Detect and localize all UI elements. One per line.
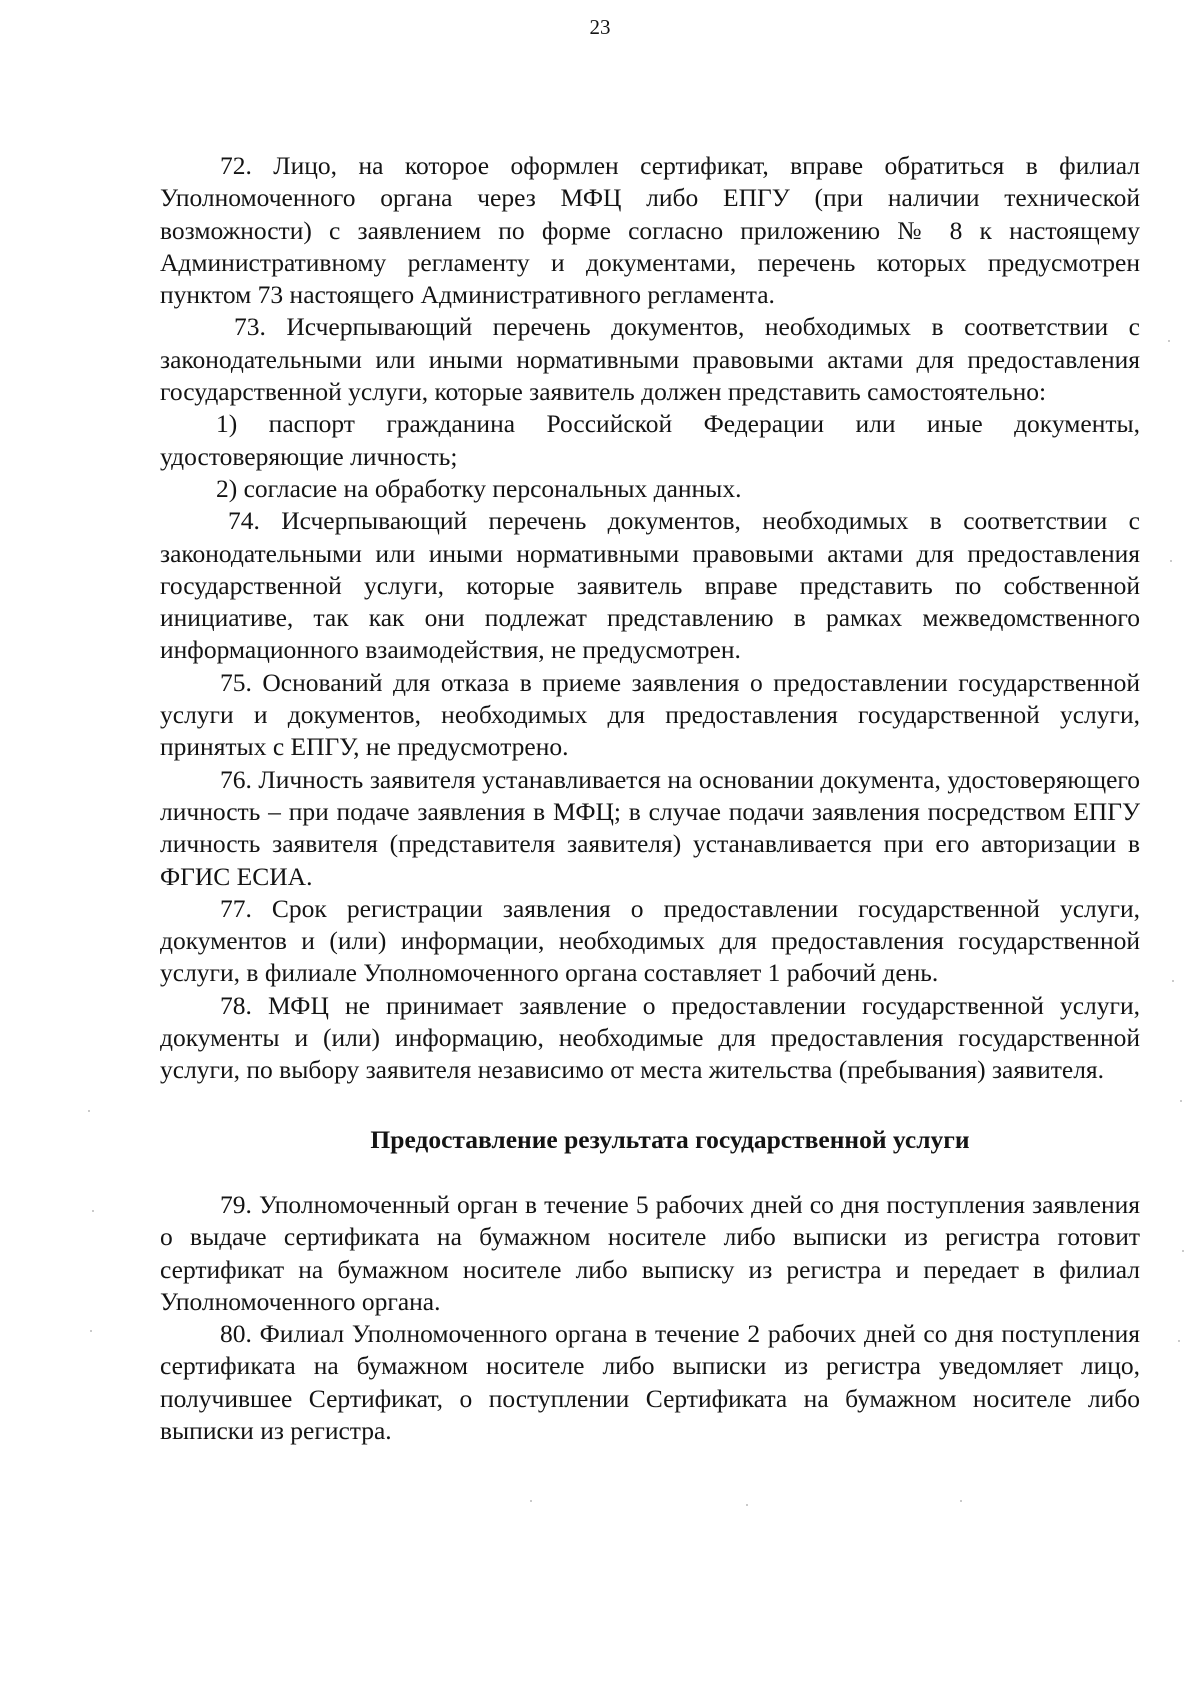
paragraph-75: 75. Оснований для отказа в приеме заявления о предоставлении государственной услуги и документов, необходимых для предоставления государственной услуги, принятых с ЕПГУ, не предусмотрено. xyxy=(160,667,1140,762)
paragraph-72: 72. Лицо, на которое оформлен сертификат, вправе обратиться в филиал Уполномоченного органа через МФЦ либо ЕПГУ (при наличии технической возможности) с заявлением по форме согласно приложению № 8 к настоящему Административному регламенту и документами, перечень которых предусмотрен пунктом 73 настоящего Административного регламента. xyxy=(160,151,1140,310)
paragraph-79: 79. Уполномоченный орган в течение 5 рабочих дней со дня поступления заявления о выдаче сертификата на бумажном носителе либо выписки из регистра готовит сертификат на бумажном носителе либо выписку из регистра и передает в филиал Уполномоченного органа. xyxy=(160,1189,1140,1316)
scan-speck xyxy=(1178,1340,1180,1342)
paragraph-73: 73. Исчерпывающий перечень документов, необходимых в соответствии с законодательными или иными нормативными правовыми актами для предоставления государственной услуги, которые заявитель должен представить самостоятельно: xyxy=(160,312,1140,407)
scan-speck xyxy=(1172,980,1174,982)
paragraph-74: 74. Исчерпывающий перечень документов, необходимых в соответствии с законодательными или иными нормативными правовыми актами для предоставления государственной услуги, которые заявитель вправе представить по собственной инициативе, так как они подлежат представлению в рамках межведомственного информационного взаимодействия, не предусмотрен. xyxy=(160,506,1140,665)
page-number: 23 xyxy=(589,15,611,39)
paragraph-78: 78. МФЦ не принимает заявление о предоставлении государственной услуги, документы и (или) информацию, необходимые для предоставления государственной услуги, по выбору заявителя независимо от места жительства (пребывания) заявителя. xyxy=(160,990,1140,1085)
scan-speck xyxy=(1182,1250,1184,1252)
paragraph-80: 80. Филиал Уполномоченного органа в течение 2 рабочих дней со дня поступления сертификата на бумажном носителе либо выписки из регистра уведомляет лицо, получившее Сертификат, о поступлении Сертификата на бумажном носителе либо выписки из регистра. xyxy=(160,1319,1140,1445)
scan-speck xyxy=(92,1210,94,1212)
list-item-passport: 1) паспорт гражданина Российской Федерации или иные документы, удостоверяющие личность; xyxy=(160,409,1140,471)
scan-speck xyxy=(88,1110,90,1112)
scan-speck xyxy=(1170,560,1172,562)
scan-speck xyxy=(960,1500,962,1502)
paragraph-77: 77. Срок регистрации заявления о предоставлении государственной услуги, документов и (или) информации, необходимых для предоставления государственной услуги, в филиале Уполномоченного органа составляет 1 рабочий день. xyxy=(160,893,1140,988)
list-item-consent: 2) согласие на обработку персональных данных. xyxy=(216,473,742,503)
paragraph-76: 76. Личность заявителя устанавливается на основании документа, удостоверяющего личность – при подаче заявления в МФЦ; в случае подачи заявления посредством ЕПГУ личность заявителя (представителя заявителя) устанавливается при его авторизации в ФГИС ЕСИА. xyxy=(160,764,1140,891)
scan-speck xyxy=(1180,1100,1182,1102)
section-heading: Предоставление результата государственной услуги xyxy=(370,1124,970,1154)
scan-speck xyxy=(530,1500,532,1502)
scan-speck xyxy=(746,1504,748,1506)
document-body xyxy=(160,150,1140,1447)
scan-speck xyxy=(90,1330,92,1332)
scan-speck xyxy=(1168,340,1170,342)
